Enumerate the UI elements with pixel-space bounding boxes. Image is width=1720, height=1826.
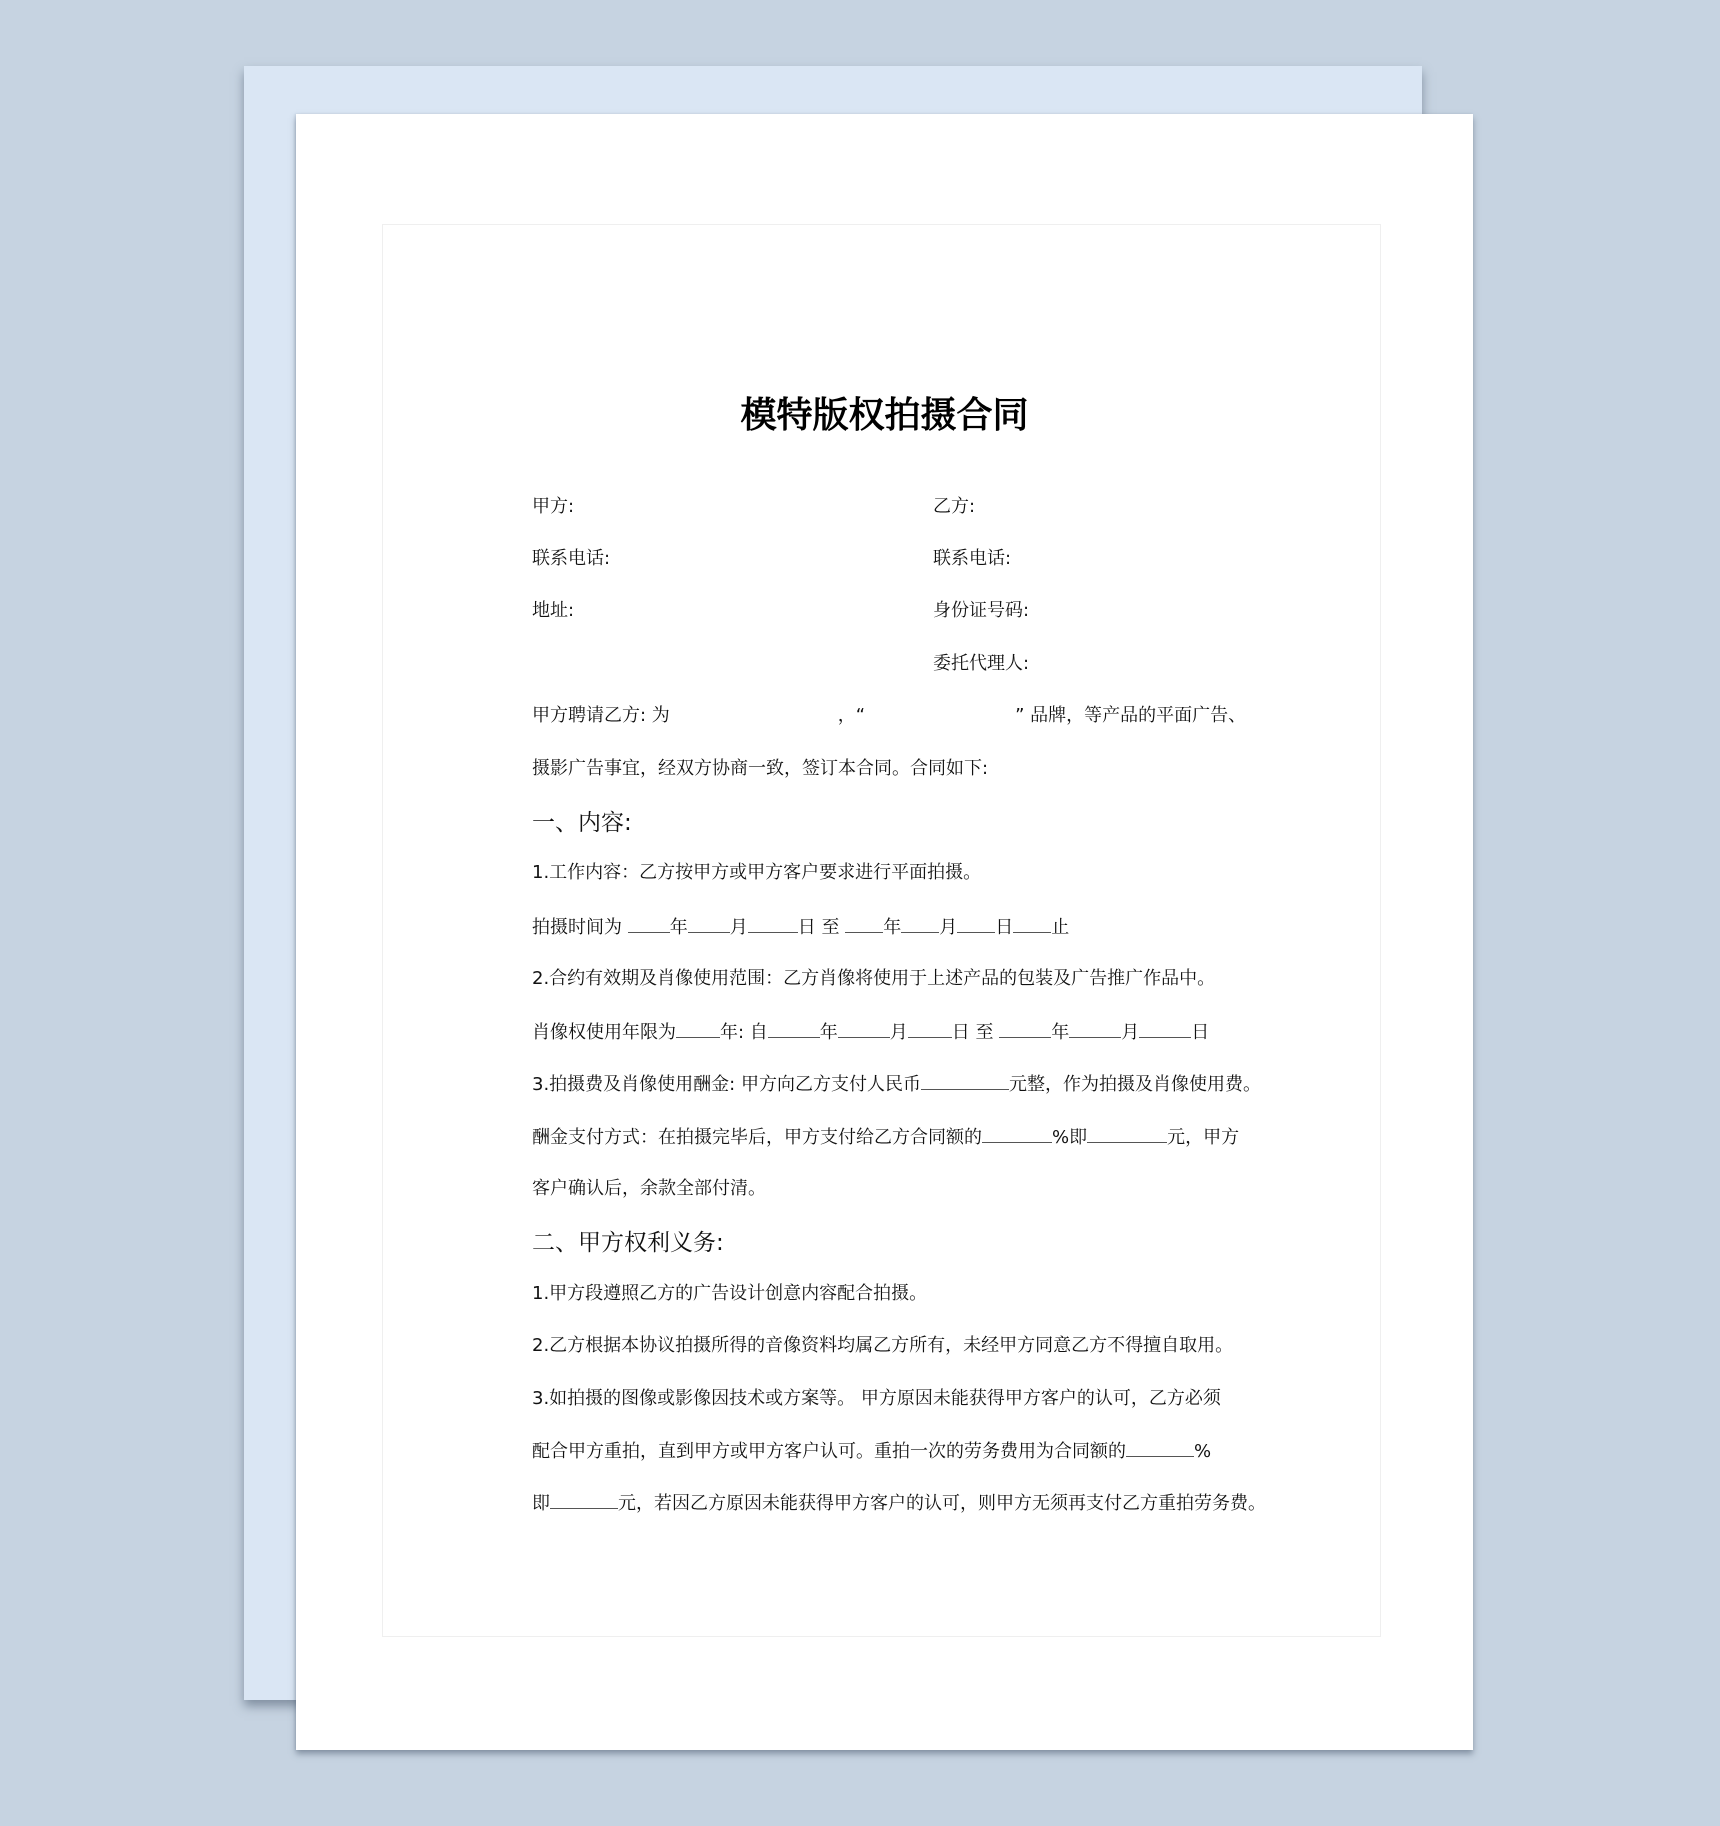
day-blank[interactable]: [1139, 1019, 1191, 1038]
reshoot-amount-prefix: 即: [532, 1493, 550, 1514]
intro-text-a: 甲方聘请乙方: 为: [532, 705, 670, 726]
section-2-item-1: 1.甲方段遵照乙方的广告设计创意内容配合拍摄。: [532, 1283, 928, 1304]
percent-sign: %: [1194, 1441, 1212, 1462]
month-label: 月: [939, 917, 958, 938]
month-label: 月: [889, 1022, 908, 1043]
year-label: 年: [669, 917, 688, 938]
day-label: 日: [797, 917, 816, 938]
intro-text-c: ” 品牌，等产品的平面广告、: [1015, 705, 1247, 726]
section-2-item-3-line-3: [532, 1490, 1266, 1517]
section-2-item-2: 2.乙方根据本协议拍摄所得的音像资料均属乙方所有，未经甲方同意乙方不得擅自取用。: [532, 1335, 1234, 1356]
usage-period-line: [532, 1019, 1209, 1046]
day-blank[interactable]: [748, 914, 798, 933]
to-label: 至: [975, 1022, 994, 1043]
month-label: 月: [1121, 1022, 1140, 1043]
day-label: 日: [995, 917, 1014, 938]
month-blank[interactable]: [688, 914, 730, 933]
party-b-phone-label: 联系电话:: [933, 548, 1012, 569]
section-2-item-3-line-1: 3.如拍摄的图像或影像因技术或方案等。 甲方原因未能获得甲方客户的认可，乙方必须: [532, 1388, 1221, 1409]
party-b-label: 乙方:: [933, 496, 976, 517]
percent-label: %即: [1052, 1127, 1088, 1148]
section-1-heading: 一、内容:: [532, 810, 632, 836]
intro-line-1: [532, 703, 1246, 729]
year-blank[interactable]: [999, 1019, 1051, 1038]
month-label: 月: [729, 917, 748, 938]
section-1-item-2: 2.合约有效期及肖像使用范围：乙方肖像将使用于上述产品的包装及广告推广作品中。: [532, 968, 1216, 989]
section-2-heading: 二、甲方权利义务:: [532, 1230, 724, 1256]
day-blank[interactable]: [957, 914, 995, 933]
payment-line-1: [532, 1124, 1239, 1151]
end-label: 止: [1051, 917, 1070, 938]
intro-text-b: ，“: [837, 705, 866, 726]
year-label: 年: [819, 1022, 838, 1043]
reshoot-fee-text: 配合甲方重拍，直到甲方或甲方客户认可。重拍一次的劳务费用为合同额的: [532, 1441, 1126, 1462]
year-blank[interactable]: [628, 914, 670, 933]
year-blank[interactable]: [768, 1019, 820, 1038]
month-blank[interactable]: [838, 1019, 890, 1038]
reshoot-percent-blank[interactable]: [1126, 1438, 1194, 1457]
fee-amount-blank[interactable]: [921, 1071, 1009, 1090]
party-b-agent-label: 委托代理人:: [933, 653, 1030, 674]
percent-blank[interactable]: [982, 1124, 1052, 1143]
end-blank[interactable]: [1013, 914, 1051, 933]
to-label: 至: [821, 917, 840, 938]
section-1-item-3: [532, 1071, 1261, 1098]
payment-text-end: 元，甲方: [1167, 1127, 1240, 1148]
reshoot-amount-blank[interactable]: [550, 1490, 618, 1509]
fee-text: 3.拍摄费及肖像使用酬金: 甲方向乙方支付人民币: [532, 1074, 921, 1095]
day-blank[interactable]: [908, 1019, 952, 1038]
party-b-id-label: 身份证号码:: [933, 600, 1030, 621]
payment-line-2: 客户确认后，余款全部付清。: [532, 1178, 766, 1199]
year-blank[interactable]: [845, 914, 883, 933]
year-label: 年: [883, 917, 902, 938]
reshoot-amount-text: 元，若因乙方原因未能获得甲方客户的认可，则甲方无须再支付乙方重拍劳务费。: [618, 1493, 1266, 1514]
document-title: 模特版权拍摄合同: [740, 395, 1029, 436]
fee-text-end: 元整，作为拍摄及肖像使用费。: [1008, 1074, 1261, 1095]
month-blank[interactable]: [1069, 1019, 1121, 1038]
years-blank[interactable]: [676, 1019, 720, 1038]
shoot-time-label: 拍摄时间为: [532, 917, 622, 938]
section-1-item-1: 1.工作内容：乙方按甲方或甲方客户要求进行平面拍摄。: [532, 862, 982, 883]
party-a-phone-label: 联系电话:: [532, 548, 611, 569]
day-label: 日: [1191, 1022, 1210, 1043]
intro-line-2: 摄影广告事宜，经双方协商一致，签订本合同。合同如下:: [532, 758, 989, 779]
payment-text: 酬金支付方式：在拍摄完毕后，甲方支付给乙方合同额的: [532, 1127, 982, 1148]
year-label: 年: [1051, 1022, 1070, 1043]
shoot-time-line: [532, 914, 1069, 941]
party-a-label: 甲方:: [532, 496, 575, 517]
month-blank[interactable]: [901, 914, 939, 933]
years-label: 年: 自: [720, 1022, 768, 1043]
party-a-address-label: 地址:: [532, 600, 575, 621]
amount-blank[interactable]: [1087, 1124, 1167, 1143]
day-label: 日: [951, 1022, 970, 1043]
section-2-item-3-line-2: [532, 1438, 1211, 1465]
document-page: [296, 114, 1473, 1750]
usage-period-label: 肖像权使用年限为: [532, 1022, 676, 1043]
